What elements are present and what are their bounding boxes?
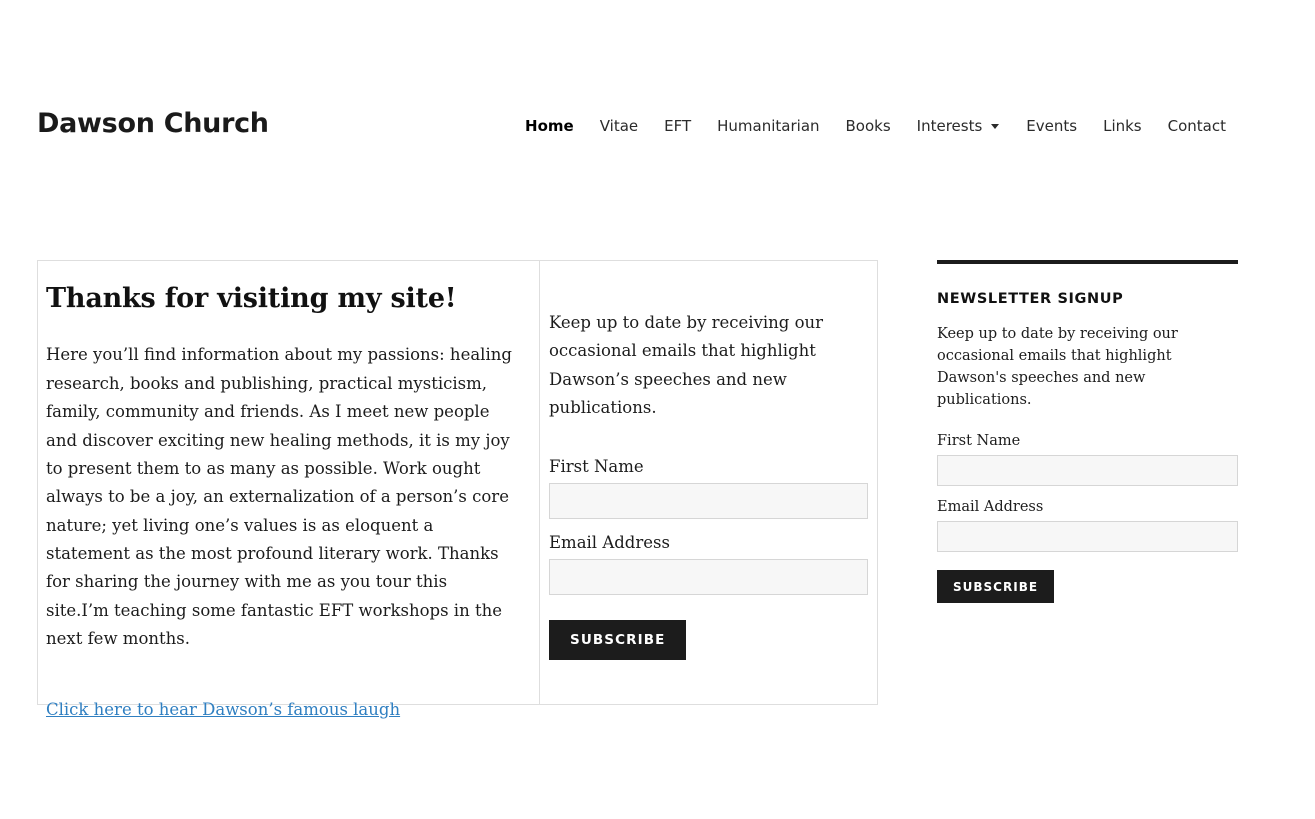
inline-newsletter-form — [540, 261, 877, 704]
inline-form-intro: Keep up to date by receiving our occasional emails that highlight Dawson’s speeches and new publications. — [549, 313, 824, 418]
nav-item-contact[interactable]: Contact — [1167, 117, 1226, 135]
post-column — [38, 261, 540, 720]
inline-email-label: Email Address — [549, 532, 670, 552]
inline-email-input[interactable] — [549, 559, 868, 595]
nav-item-vitae[interactable]: Vitae — [599, 117, 639, 135]
newsletter-widget-text: Keep up to date by receiving our occasional emails that highlight Dawson's speeches and new publications. — [937, 326, 1178, 409]
nav-item-humanitarian[interactable]: Humanitarian — [717, 117, 820, 135]
nav-item-interests-label: Interests — [916, 117, 983, 135]
nav-item-eft[interactable]: EFT — [664, 117, 692, 135]
newsletter-widget-title: NEWSLETTER SIGNUP — [937, 291, 1124, 307]
nav-item-events[interactable]: Events — [1026, 117, 1078, 135]
inline-first-name-input[interactable] — [549, 483, 868, 519]
nav-item-interests[interactable] — [904, 116, 1014, 136]
sidebar — [937, 260, 1238, 603]
main-navigation — [512, 116, 1239, 136]
nav-item-links[interactable]: Links — [1103, 117, 1142, 135]
site-title: Dawson Church — [37, 108, 269, 139]
nav-item-books[interactable]: Books — [845, 117, 891, 135]
page-title: Thanks for visiting my site! — [46, 283, 457, 314]
inline-first-name-label: First Name — [549, 456, 644, 476]
sidebar-email-label: Email Address — [937, 499, 1044, 516]
nav-item-home[interactable]: Home — [525, 117, 574, 135]
sidebar-divider — [937, 260, 1238, 264]
post-body-text: Here you’ll find information about my passions: healing research, books and publishing, practical mysticism, family, community and friends. As I meet new people and discover exciting new healing methods, it is my joy to present them to as many as possible. Work ought always to be a joy, an externalization of a person’s core nature; yet living one’s values is as eloquent a statement as the most profound literary work. Thanks for sharing the journey with me as you tour this site.I’m teaching some fantastic EFT workshops in the next few months. — [46, 345, 512, 649]
inline-subscribe-button[interactable]: SUBSCRIBE — [549, 620, 686, 661]
sidebar-subscribe-button[interactable]: SUBSCRIBE — [937, 570, 1054, 603]
sidebar-first-name-label: First Name — [937, 433, 1021, 450]
content-area — [37, 260, 878, 720]
sidebar-first-name-input[interactable] — [937, 455, 1238, 486]
sidebar-email-input[interactable] — [937, 521, 1238, 552]
chevron-down-icon — [991, 124, 1000, 130]
famous-laugh-link[interactable]: Click here to hear Dawson’s famous laugh — [46, 700, 401, 720]
site-header — [0, 0, 1315, 200]
